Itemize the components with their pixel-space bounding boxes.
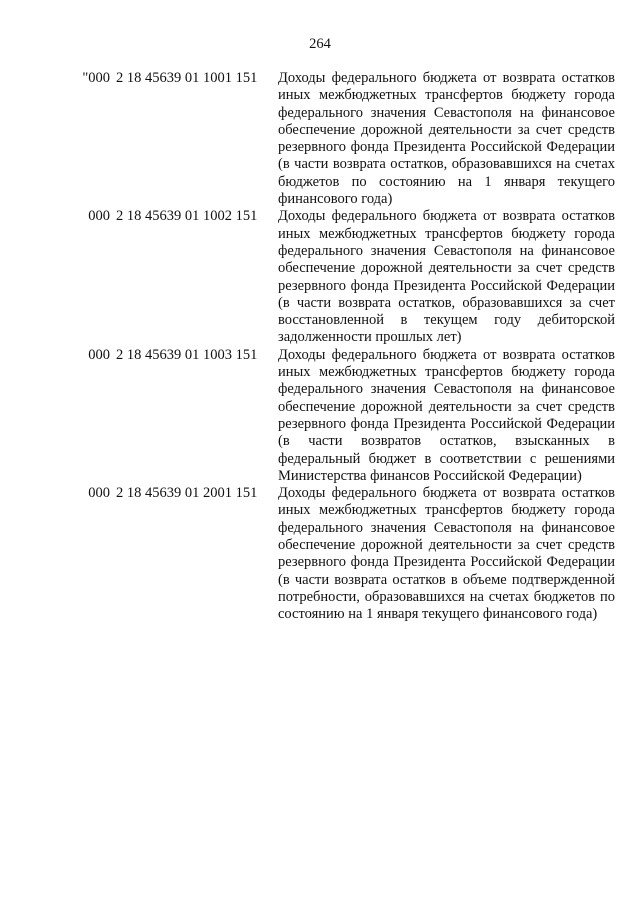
page-number: 264 — [309, 36, 331, 52]
admin-code: "000 — [82, 70, 110, 86]
budget-classification-code: 2 18 45639 01 2001 151 — [116, 485, 258, 502]
budget-classification-code: 2 18 45639 01 1003 151 — [116, 346, 258, 363]
revenue-description: Доходы федерального бюджета от возврата остатков иных межбюджетных трансфертов бюджету города федерального значения Севастополя на финансовое обеспечение дорожной деятельности за счет средств резервного фонда Президента Российской Федерации (в части возврата остатков, образовавшихся за счет восстановленной в текущем году дебиторской задолженности прошлых лет) — [278, 208, 615, 346]
admin-code: 000 — [88, 485, 110, 502]
budget-code-table — [70, 70, 615, 624]
admin-code: 000 — [88, 346, 110, 363]
table-row — [70, 208, 615, 346]
budget-classification-code: 2 18 45639 01 1001 151 — [116, 70, 258, 86]
revenue-description: Доходы федерального бюджета от возврата остатков иных межбюджетных трансфертов бюджету города федерального значения Севастополя на финансовое обеспечение дорожной деятельности за счет средств резервного фонда Президента Российской Федерации (в части возврата остатков, образовавшихся на счетах бюджетов по состоянию на 1 января текущего финансового года) — [278, 70, 615, 208]
table-row — [70, 347, 615, 485]
revenue-description: Доходы федерального бюджета от возврата остатков иных межбюджетных трансфертов бюджету города федерального значения Севастополя на финансовое обеспечение дорожной деятельности за счет средств резервного фонда Президента Российской Федерации (в части возвратов остатков, взысканных в федеральный бюджет в соответствии с решениями Министерства финансов Российской Федерации) — [278, 346, 615, 484]
admin-code: 000 — [88, 208, 110, 225]
table-row — [70, 70, 615, 208]
revenue-description: Доходы федерального бюджета от возврата остатков иных межбюджетных трансфертов бюджету города федерального значения Севастополя на финансовое обеспечение дорожной деятельности за счет средств резервного фонда Президента Российской Федерации (в части возврата остатков в объеме подтвержденной потребности, образовавшихся на счетах бюджетов по состоянию на 1 января текущего финансового года) — [278, 485, 615, 623]
table-row — [70, 485, 615, 623]
budget-classification-code: 2 18 45639 01 1002 151 — [116, 208, 258, 225]
